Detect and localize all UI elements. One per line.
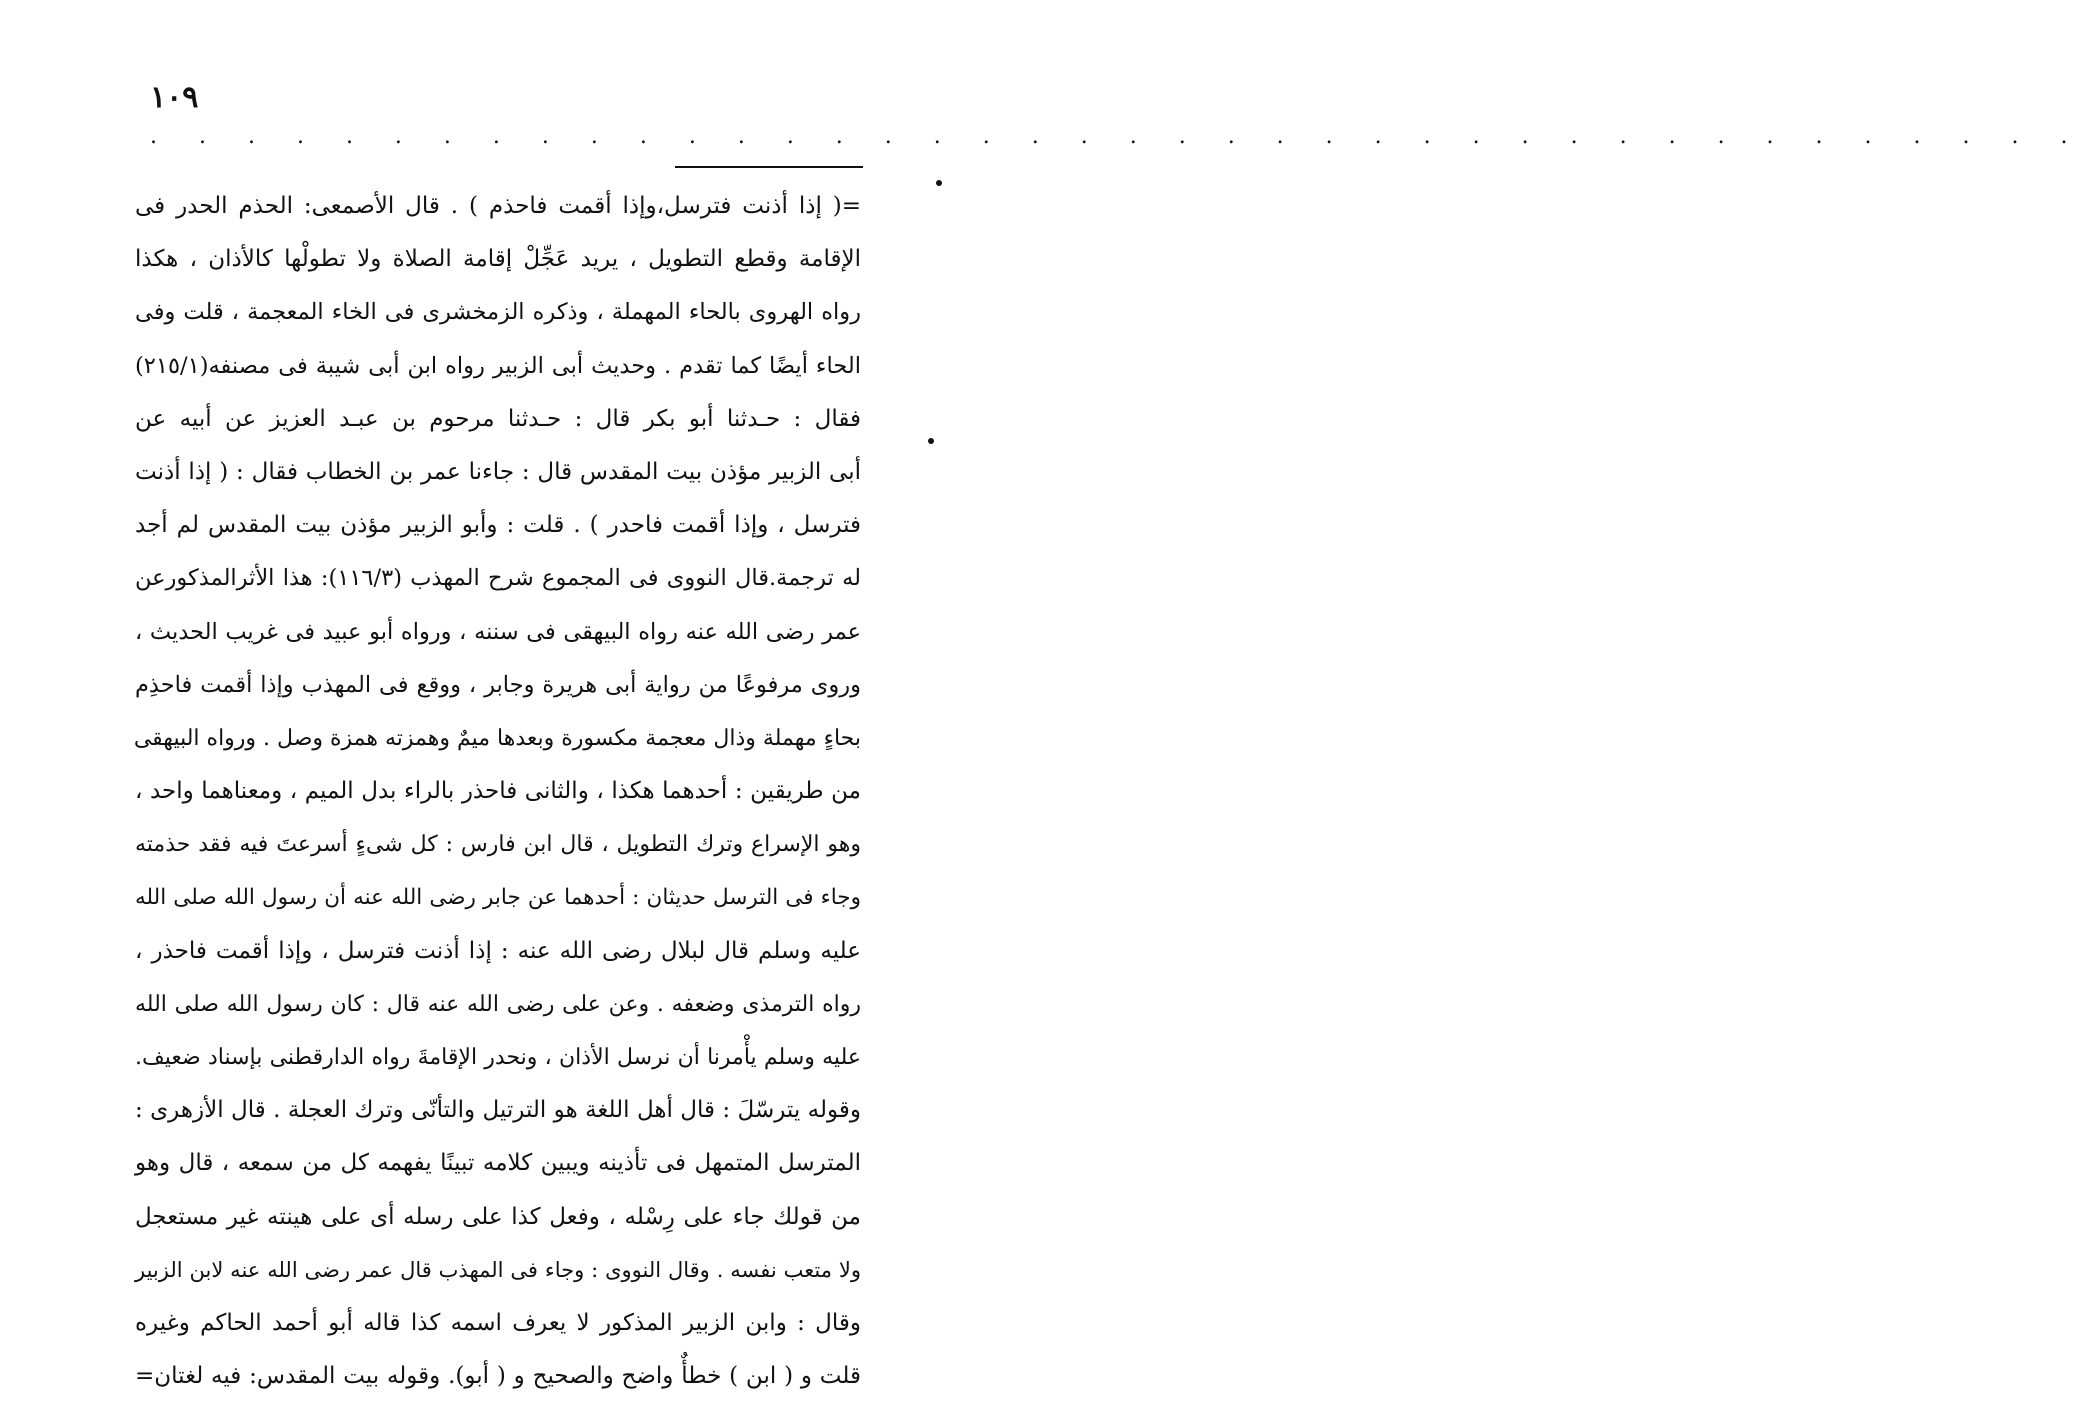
margin-mark-middle (928, 438, 934, 444)
text-line: قلت و ( ابن ) خطأٌ واضح والصحيح و ( أبو). وقوله بيت المقدس: فيه لغتان= (135, 1363, 861, 1390)
text-line: من طريقين : أحدهما هكذا ، والثانى فاحذر بالراء بدل الميم ، ومعناهما واحد ، (135, 778, 861, 805)
footnote-rule (675, 166, 863, 168)
text-line: بحاءٍ مهملة وذال معجمة مكسورة وبعدها ميمٌ وهمزته همزة وصل . ورواه البيهقى (133, 725, 861, 751)
text-line: فقال : حـدثنا أبو بكر قال : حـدثنا مرحوم بن عبـد العزيز عن أبيه عن (135, 405, 861, 432)
text-line: ولا متعب نفسه . وقال النووى : وجاء فى المهذب قال عمر رضى الله عنه لابن الزبير (135, 1257, 861, 1282)
text-line: المترسل المتمهل فى تأذينه ويبين كلامه تبينًا يفهمه كل من سمعه ، قال وهو (135, 1150, 861, 1177)
text-line: رواه الترمذى وضعفه . وعن على رضى الله عنه قال : كان رسول الله صلى الله (135, 991, 861, 1017)
footnote-text (135, 180, 861, 1403)
margin-mark-top (936, 180, 942, 186)
text-line: وقوله يترسّلَ : قال أهل اللغة هو الترتيل والتأنّى وترك العجلة . قال الأزهرى : (135, 1097, 861, 1124)
text-line: الحاء أيضًا كما تقدم . وحديث أبى الزبير رواه ابن أبى شيبة فى مصنفه(٢١٥/١) (135, 352, 861, 379)
text-line: من قولك جاء على رِسْله ، وفعل كذا على رسله أى على هينته غير مستعجل (135, 1203, 861, 1230)
page-number: ١٠٩ (150, 80, 199, 115)
text-line: رواه الهروى بالحاء المهملة ، وذكره الزمخشرى فى الخاء المعجمة ، قلت وفى (135, 299, 861, 326)
dotted-separator: . . . . . . . . . . . . . . . . . . . . . . . . . . . . . . . . . . . . . . . . (150, 124, 2085, 149)
text-line: وقال : وابن الزبير المذكور لا يعرف اسمه كذا قاله أبو أحمد الحاكم وغيره (135, 1309, 861, 1336)
text-line: أبى الزبير مؤذن بيت المقدس قال : جاءنا عمر بن الخطاب فقال : ( إذا أذنت (135, 458, 861, 485)
text-line: وهو الإسراع وترك التطويل ، قال ابن فارس : كل شىءٍ أسرعتَ فيه فقد حذمته (135, 832, 861, 858)
text-line: وجاء فى الترسل حديثان : أحدهما عن جابر رضى الله عنه أن رسول الله صلى الله (135, 885, 861, 911)
text-line: عليه وسلم قال لبلال رضى الله عنه : إذا أذنت فترسل ، وإذا أقمت فاحذر ، (135, 937, 861, 964)
text-line: فترسل ، وإذا أقمت فاحدر ) . قلت : وأبو الزبير مؤذن بيت المقدس لم أجد (135, 512, 861, 539)
text-line: =( إذا أذنت فترسل،وإذا أقمت فاحذم ) . قال الأصمعى: الحذم الحدر فى (135, 193, 861, 219)
text-line: عليه وسلم يأْمرنا أن نرسل الأذان ، ونحدر الإقامةَ رواه الدارقطنى بإسناد ضعيف. (135, 1045, 861, 1070)
text-line: له ترجمة.قال النووى فى المجموع شرح المهذب (١١٦/٣): هذا الأثرالمذكورعن (135, 565, 861, 592)
text-line: الإقامة وقطع التطويل ، يريد عَجِّلْ إقامة الصلاة ولا تطولْها كالأذان ، هكذا (135, 246, 861, 273)
text-line: عمر رضى الله عنه رواه البيهقى فى سننه ، ورواه أبو عبيد فى غريب الحديث ، (135, 618, 861, 645)
text-line: وروى مرفوعًا من رواية أبى هريرة وجابر ، ووقع فى المهذب وإذا أقمت فاحذِم (135, 671, 861, 698)
